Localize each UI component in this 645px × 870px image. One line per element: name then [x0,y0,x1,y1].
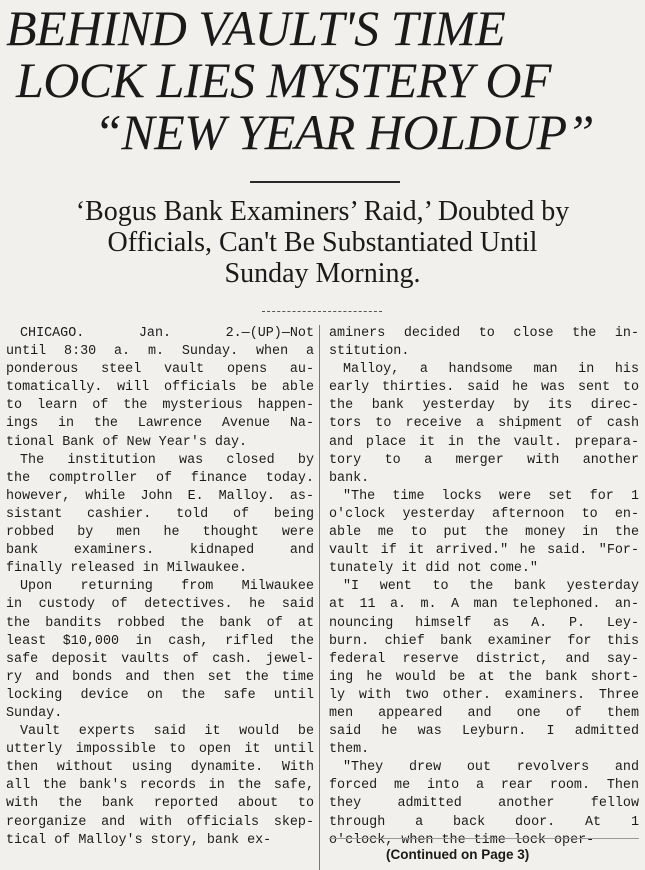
article-line: least $10,000 in cash, rifled the [6,633,314,649]
article-line: tomatically. will officials be able [6,380,314,396]
article-line: ponderous steel vault opens au- [6,362,314,378]
article-line: tory to a merger with another [329,452,639,468]
article-line: o'clock, when the time lock oper- [329,832,595,848]
article-line: at 11 a. m. A man telephoned. an- [329,597,639,613]
article-line: to learn of the mysterious happen- [6,398,314,414]
headline-line-2: LOCK LIES MYSTERY OF [16,52,552,108]
article-line: said he was Leyburn. I admitted [329,724,639,740]
article-line: finally released in Milwaukee. [6,561,248,577]
article-line: ings in the Lawrence Avenue Na- [6,416,314,432]
headline-line-3: “NEW YEAR HOLDUP” [94,104,594,160]
article-line: "They drew out revolvers and [343,760,639,776]
article-line: and place it in the vault. prepara- [329,434,639,450]
article-line: sistant cashier. told of being [6,506,314,522]
article-line: vault if it arrived." he said. "For- [329,543,639,559]
article-line: they admitted another fellow [329,796,639,812]
article-line: Malloy, a handsome man in his [343,362,639,378]
article-line: tical of Malloy's story, bank ex- [6,832,272,848]
article-line: able me to put the money in the [329,525,639,541]
article-line: o'clock yesterday afternoon to en- [329,506,639,522]
headline [6,2,642,158]
column-divider [319,325,320,870]
article-line: the bank yesterday by its direc- [329,398,639,414]
article-line: aminers decided to close the in- [329,326,639,341]
article-line: Sunday. [6,705,63,721]
article-line: CHICAGO. Jan. 2.—(UP)—Not [20,326,314,341]
subheadline [0,196,645,289]
article-column-left [6,325,314,850]
article-line: men appeared and one of them [329,705,639,721]
article-line: "The time locks were set for 1 [343,488,639,504]
article-line: the bandits robbed the bank of at [6,615,314,631]
article-line: locking device on the safe until [6,687,314,703]
article-column-right [329,325,639,850]
article-line: burn. chief bank examiner for this [329,633,639,649]
headline-line-1: BEHIND VAULT'S TIME [6,0,506,56]
article-line: reorganize and with officials skep- [6,814,314,830]
article-line: The institution was closed by [20,452,314,468]
article-line: ly with two other. examiners. Three [329,687,639,703]
article-line: with the bank reported about to [6,796,314,812]
article-line: stitution. [329,344,410,360]
continued-notice: (Continued on Page 3) [386,847,530,862]
article-line: safe deposit vaults of cash. jewel- [6,651,314,667]
article-line: ing he would be at the bank short- [329,669,639,685]
article-line: Upon returning from Milwaukee [20,579,314,595]
article-line: forced me into a rear room. Then [329,778,639,794]
article-line: "I went to the bank yesterday [343,579,639,595]
article-line: in custody of detectives. he said [6,597,314,613]
article-line: bank examiners. kidnaped and [6,543,314,559]
article-line: tors to receive a shipment of cash [329,416,639,432]
article-line: them. [329,742,370,758]
article-line: early thirties. said he was sent to [329,380,639,396]
subheadline-line-1: ‘Bogus Bank Examiners’ Raid,’ Doubted by [75,196,570,227]
article-line: the comptroller of finance today. [6,470,314,486]
deck-divider [262,311,382,312]
article-line: nouncing himself as A. P. Ley- [329,615,639,631]
article-line: until 8:30 a. m. Sunday. when a [6,344,314,360]
subheadline-line-3: Sunday Morning. [224,258,421,289]
article-line: however, while John E. Malloy. as- [6,488,314,504]
subheadline-line-2: Officials, Can't Be Substantiated Until [107,227,538,258]
article-line: then without using dynamite. With [6,760,314,776]
article-line: through a back door. At 1 [329,814,639,830]
article-line: tunately it did not come." [329,561,538,577]
article-line: Vault experts said it would be [20,724,314,740]
article-line: all the bank's records in the safe, [6,778,314,794]
article-line: federal reserve district, and say- [329,651,639,667]
continued-divider [329,838,639,839]
article-line: utterly impossible to open it until [6,742,314,758]
article-line: robbed by men he thought were [6,525,314,541]
article-line: tional Bank of New Year's day. [6,434,248,450]
article-line: bank. [329,470,370,486]
headline-divider [250,181,400,183]
article-line: ry and bonds and then set the time [6,669,314,685]
